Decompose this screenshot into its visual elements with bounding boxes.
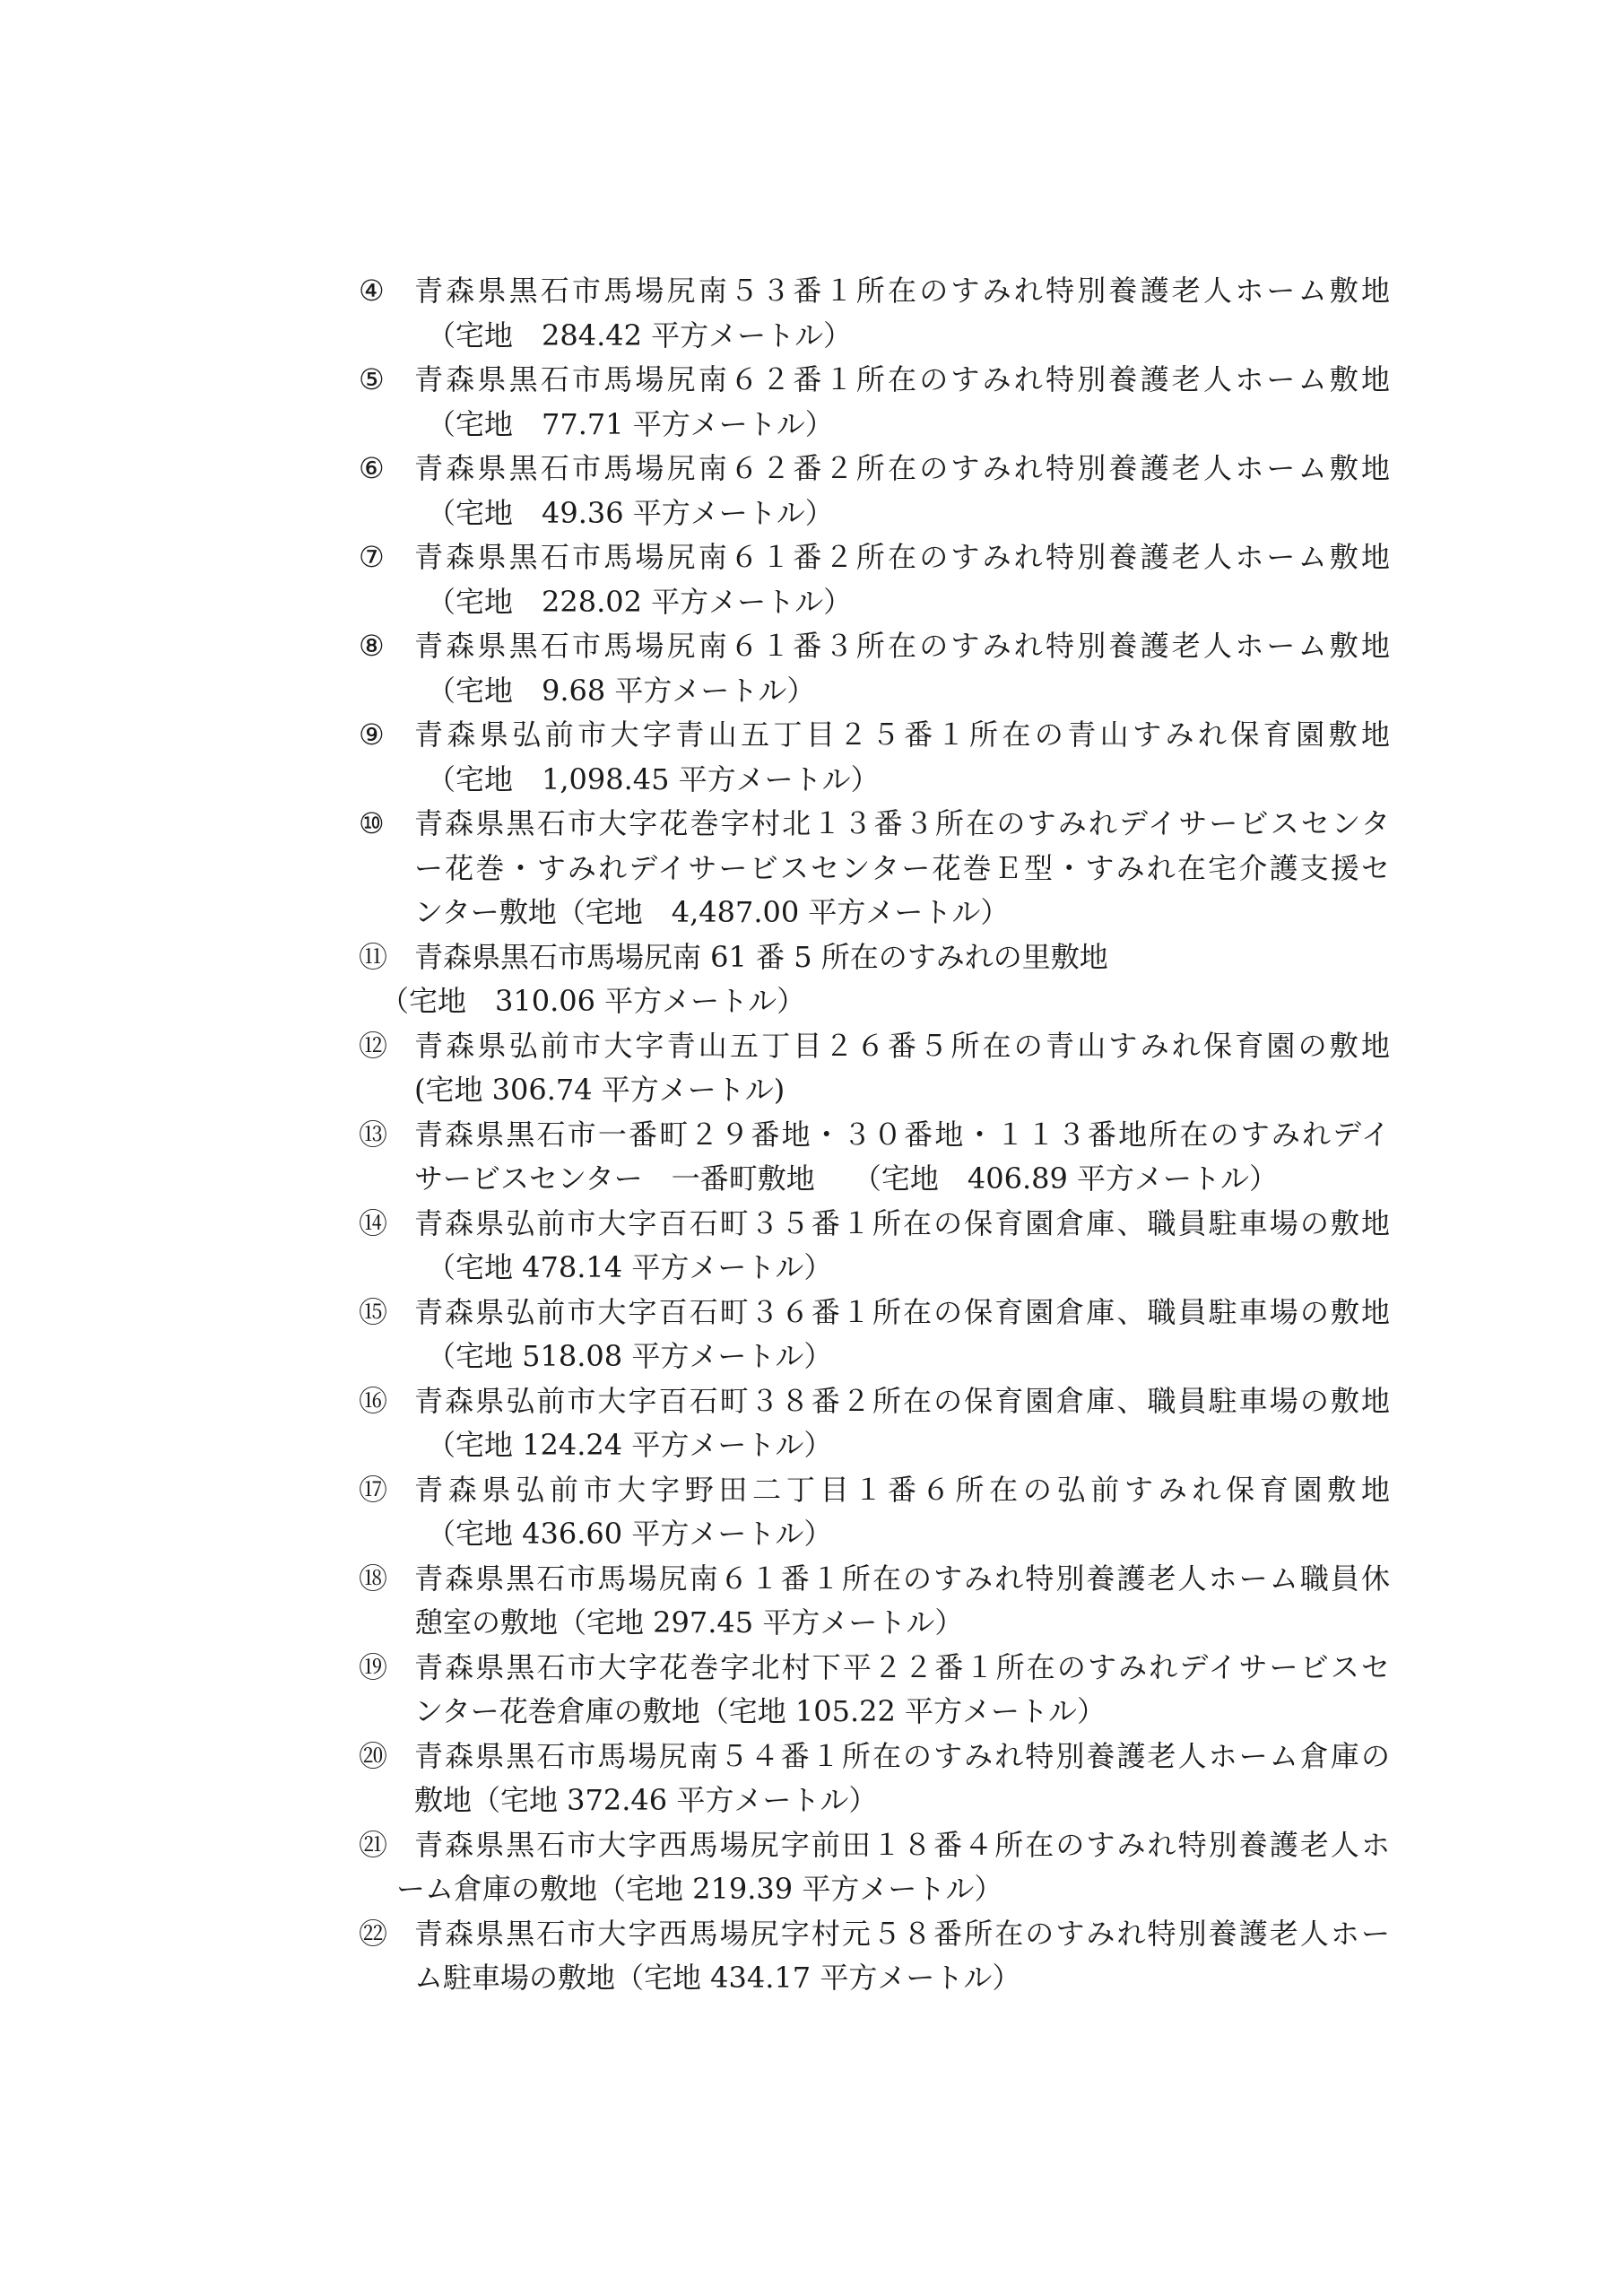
item-line: 青森県黒石市大字西馬場尻字村元５８番所在のすみれ特別養護老人ホー — [414, 1916, 1390, 1951]
item-line: 青森県弘前市大字百石町３８番２所在の保育園倉庫、職員駐車場の敷地 — [414, 1383, 1390, 1418]
item-line: （宅地 518.08 平方メートル） — [427, 1339, 833, 1373]
item-number: ⑳ — [359, 1738, 388, 1773]
item-line: 青森県弘前市大字野田二丁目１番６所在の弘前すみれ保育園敷地 — [414, 1472, 1390, 1507]
list-item — [359, 1113, 1390, 1202]
item-line: （宅地 436.60 平方メートル） — [427, 1517, 833, 1551]
item-line: （宅地 478.14 平方メートル） — [427, 1250, 833, 1284]
list-item — [359, 802, 1390, 935]
item-line: 青森県黒石市馬場尻南 61 番 5 所在のすみれの里敷地 — [414, 939, 1108, 974]
item-line: ンター花巻倉庫の敷地（宅地 105.22 平方メートル） — [414, 1694, 1107, 1728]
item-line: （宅地 49.36 平方メートル） — [427, 495, 834, 530]
list-item — [359, 1024, 1390, 1113]
list-item — [359, 713, 1390, 802]
list-item — [359, 935, 1390, 1024]
list-item — [359, 358, 1390, 447]
item-number: ④ — [359, 274, 385, 308]
list-item — [359, 269, 1390, 358]
list-item — [359, 1379, 1390, 1468]
item-number: ⑥ — [359, 451, 385, 485]
item-line: 青森県弘前市大字青山五丁目２５番１所在の青山すみれ保育園敷地 — [414, 718, 1390, 752]
list-item — [359, 624, 1390, 713]
item-number: ⑱ — [359, 1561, 388, 1596]
item-number: ⑭ — [359, 1205, 388, 1240]
item-line: （宅地 1,098.45 平方メートル） — [427, 761, 880, 796]
item-line: 青森県黒石市馬場尻南６１番３所在のすみれ特別養護老人ホーム敷地 — [414, 629, 1390, 663]
list-item — [359, 1468, 1390, 1557]
item-number: ⑨ — [359, 718, 385, 752]
item-line: 青森県弘前市大字百石町３５番１所在の保育園倉庫、職員駐車場の敷地 — [414, 1205, 1390, 1240]
item-line: 青森県黒石市大字西馬場尻字前田１８番４所在のすみれ特別養護老人ホ — [414, 1827, 1390, 1862]
item-number: ㉒ — [359, 1916, 388, 1951]
item-line: 青森県黒石市大字花巻字北村下平２２番１所在のすみれデイサービスセ — [414, 1649, 1390, 1684]
item-line: ム駐車場の敷地（宅地 434.17 平方メートル） — [414, 1961, 1021, 1995]
item-line: （宅地 310.06 平方メートル） — [380, 984, 806, 1018]
item-number: ⑰ — [359, 1472, 388, 1507]
item-line: (宅地 306.74 平方メートル) — [414, 1073, 785, 1107]
item-number: ⑯ — [359, 1383, 388, 1418]
item-line: （宅地 284.42 平方メートル） — [427, 317, 853, 352]
list-item — [359, 1823, 1390, 1912]
item-number: ⑫ — [359, 1028, 388, 1063]
item-line: 青森県黒石市馬場尻南６２番２所在のすみれ特別養護老人ホーム敷地 — [414, 451, 1390, 485]
item-line: （宅地 9.68 平方メートル） — [427, 673, 816, 708]
list-item — [359, 447, 1390, 535]
item-line: 青森県弘前市大字青山五丁目２６番５所在の青山すみれ保育園の敷地 — [414, 1028, 1390, 1063]
item-line: 青森県黒石市馬場尻南５４番１所在のすみれ特別養護老人ホーム倉庫の — [414, 1738, 1390, 1773]
item-line: （宅地 124.24 平方メートル） — [427, 1428, 833, 1462]
item-line: （宅地 77.71 平方メートル） — [427, 406, 834, 441]
item-number: ⑤ — [359, 362, 385, 396]
list-item — [359, 1557, 1390, 1646]
item-line: （宅地 228.02 平方メートル） — [427, 584, 853, 619]
item-line: 青森県黒石市馬場尻南６１番２所在のすみれ特別養護老人ホーム敷地 — [414, 540, 1390, 574]
item-line: 青森県黒石市馬場尻南６１番１所在のすみれ特別養護老人ホーム職員休 — [414, 1561, 1390, 1596]
list-item — [359, 1291, 1390, 1379]
item-number: ⑬ — [359, 1117, 388, 1152]
list-item — [359, 535, 1390, 624]
item-line: ンター敷地（宅地 4,487.00 平方メートル） — [414, 895, 1010, 929]
item-number: ⑲ — [359, 1649, 388, 1684]
item-line: ーム倉庫の敷地（宅地 219.39 平方メートル） — [396, 1872, 1003, 1906]
item-number: ⑧ — [359, 629, 385, 663]
item-line: 青森県黒石市大字花巻字村北１３番３所在のすみれデイサービスセンタ — [414, 806, 1390, 840]
item-number: ⑦ — [359, 540, 385, 574]
list-item — [359, 1646, 1390, 1735]
item-line: サービスセンター 一番町敷地 （宅地 406.89 平方メートル） — [414, 1161, 1279, 1196]
list-item — [359, 1202, 1390, 1291]
item-number: ⑩ — [359, 806, 385, 840]
item-line: 青森県弘前市大字百石町３６番１所在の保育園倉庫、職員駐車場の敷地 — [414, 1294, 1390, 1329]
item-line: ー花巻・すみれデイサービスセンター花巻Ｅ型・すみれ在宅介護支援セ — [414, 850, 1390, 885]
item-line: 青森県黒石市馬場尻南６２番１所在のすみれ特別養護老人ホーム敷地 — [414, 362, 1390, 396]
item-line: 敷地（宅地 372.46 平方メートル） — [414, 1783, 878, 1817]
list-item — [359, 1735, 1390, 1823]
item-line: 青森県黒石市一番町２９番地・３０番地・１１３番地所在のすみれデイ — [414, 1117, 1390, 1152]
item-line: 青森県黒石市馬場尻南５３番１所在のすみれ特別養護老人ホーム敷地 — [414, 274, 1390, 308]
item-line: 憩室の敷地（宅地 297.45 平方メートル） — [414, 1605, 964, 1639]
property-list — [359, 269, 1390, 2001]
item-number: ⑪ — [359, 939, 388, 974]
item-number: ⑮ — [359, 1294, 388, 1329]
item-number: ㉑ — [359, 1827, 388, 1862]
list-item — [359, 1912, 1390, 2001]
